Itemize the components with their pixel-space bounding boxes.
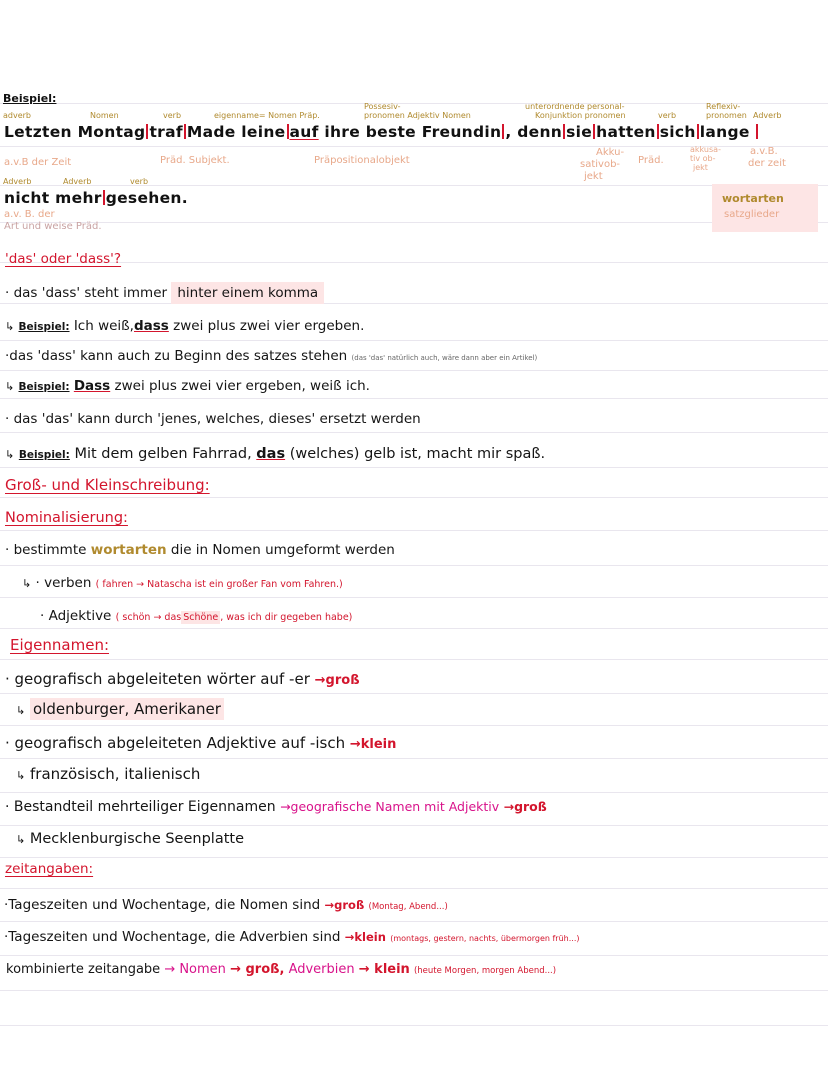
word-ihre-beste-freundin: ihre beste Freundin bbox=[324, 123, 502, 141]
nom-line-3-adjektive: · Adjektive bbox=[40, 608, 112, 624]
role-avb-zeit-2a: a.v.B. bbox=[750, 146, 778, 157]
eig-line-2-examples: oldenburger, Amerikaner bbox=[30, 698, 224, 720]
arrow-icon: ↳ bbox=[22, 577, 32, 590]
dd-beispiel-label-2: Beispiel: bbox=[18, 381, 70, 393]
tag-verb: verb bbox=[163, 111, 182, 120]
dd-line-6-das: das bbox=[256, 446, 286, 462]
tag-unterordnende-1: unterordnende personal- bbox=[525, 102, 625, 111]
eig-line-1-result: →groß bbox=[314, 673, 360, 688]
dd-line-6-a: Mit dem gelben Fahrrad, bbox=[74, 446, 252, 462]
nom-line-3-ex-b: , was ich dir gegeben habe) bbox=[220, 612, 353, 623]
zeit-line-1-text: ·Tageszeiten und Wochentage, die Nomen sind bbox=[4, 897, 321, 913]
dd-line-3-note: (das 'das' natürlich auch, wäre dann aber ein Artikel) bbox=[351, 354, 538, 362]
dd-line-6 bbox=[5, 447, 545, 462]
tag-adverb-3: Adverb bbox=[3, 177, 32, 186]
tag-reflexiv-2: pronomen bbox=[706, 111, 747, 120]
tag-verb-2: verb bbox=[658, 111, 677, 120]
word-madeleine: Made leine bbox=[186, 123, 286, 141]
role-avb-zeit-2b: der zeit bbox=[748, 158, 786, 169]
role-akku-1: Akku- bbox=[596, 147, 625, 158]
role-praed-subjekt: Präd. Subjekt. bbox=[160, 155, 230, 166]
das-dass-heading: 'das' oder 'dass'? bbox=[5, 251, 122, 267]
zeit-line-3-text: kombinierte zeitangabe bbox=[6, 962, 161, 977]
zeitangaben-heading: zeitangaben: bbox=[5, 861, 94, 877]
tag-nomen: Nomen bbox=[90, 111, 119, 120]
arrow-icon: ↳ bbox=[16, 833, 26, 846]
zeit-line-2 bbox=[4, 931, 579, 945]
gross-klein-heading: Groß- und Kleinschreibung: bbox=[5, 476, 210, 494]
eig-line-5-text: · Bestandteil mehrteiliger Eigennamen bbox=[5, 799, 276, 815]
eig-line-4-examples: französisch, italienisch bbox=[30, 765, 201, 783]
arrow-icon: ↳ bbox=[16, 769, 26, 782]
nominalisierung-heading: Nominalisierung: bbox=[5, 510, 128, 526]
divider-bar bbox=[563, 124, 565, 139]
role-avb-art-1: a.v. B. der bbox=[4, 209, 55, 220]
dd-line-2-dass: dass bbox=[133, 318, 169, 334]
role-praed-2: Präd. bbox=[638, 155, 664, 166]
word-lange: lange bbox=[699, 123, 750, 141]
word-hatten: hatten bbox=[596, 123, 656, 141]
divider-bar bbox=[593, 124, 595, 139]
arrow-icon: ↳ bbox=[16, 704, 26, 717]
eig-line-3-text: · geografisch abgeleiteten Adjektive auf -isch bbox=[5, 734, 346, 752]
eig-line-3 bbox=[5, 736, 396, 751]
role-akkusa-1: akkusa- bbox=[690, 145, 721, 154]
eig-line-5-pink: →geografische Namen mit Adjektiv bbox=[280, 799, 500, 814]
nom-line-1 bbox=[5, 544, 395, 558]
word-letzten-montag: Letzten Montag bbox=[4, 123, 146, 141]
zeit-line-3-gross: → groß, bbox=[230, 962, 285, 977]
divider-bar bbox=[103, 190, 105, 205]
eigennamen-heading: Eigennamen: bbox=[10, 636, 110, 654]
tag-eigenname: eigenname= Nomen Präp. bbox=[214, 111, 320, 120]
role-avb-art-2: Art und weise Präd. bbox=[4, 221, 102, 232]
dd-line-2-a: Ich weiß, bbox=[73, 318, 134, 334]
eig-line-3-result: →klein bbox=[349, 737, 397, 752]
arrow-icon: ↳ bbox=[5, 380, 15, 393]
arrow-icon: ↳ bbox=[5, 320, 15, 333]
role-akku-2: sativob- bbox=[580, 159, 621, 170]
nom-line-3-ex-a: ( schön → das bbox=[115, 612, 182, 623]
nom-line-2-example: ( fahren → Natascha ist ein großer Fan vom Fahren.) bbox=[95, 579, 343, 590]
divider-bar bbox=[697, 124, 699, 139]
nom-line-3 bbox=[40, 610, 352, 624]
role-akkusa-3: jekt bbox=[693, 163, 708, 172]
zeit-line-3-adverbien: Adverbien bbox=[288, 962, 355, 977]
tag-unterordnende-2: Konjunktion pronomen bbox=[535, 111, 626, 120]
dd-line-6-b: (welches) gelb ist, macht mir spaß. bbox=[289, 446, 546, 462]
eig-line-5 bbox=[5, 800, 547, 814]
role-praepositionalobjekt: Präpositionalobjekt bbox=[314, 155, 410, 166]
eig-line-1-text: · geografisch abgeleiteten wörter auf -er bbox=[5, 670, 310, 688]
tag-adverb-2: Adverb bbox=[753, 111, 782, 120]
word-auf: auf bbox=[289, 123, 319, 141]
divider-bar bbox=[184, 124, 186, 139]
dd-line-4-dass: Dass bbox=[73, 378, 111, 394]
word-denn: denn bbox=[517, 123, 563, 141]
nom-line-3-ex-highlight: Schöne bbox=[183, 612, 219, 623]
eig-line-2 bbox=[16, 702, 224, 717]
zeit-line-1-result: →groß bbox=[324, 898, 365, 912]
word-nicht-mehr: nicht mehr bbox=[4, 189, 102, 207]
legend-wortarten: wortarten bbox=[722, 192, 784, 205]
nom-line-2 bbox=[22, 577, 343, 591]
role-akku-3: jekt bbox=[584, 171, 603, 182]
dd-line-4 bbox=[5, 380, 370, 394]
divider-bar bbox=[657, 124, 659, 139]
dd-line-5: · das 'das' kann durch 'jenes, welches, dieses' ersetzt werden bbox=[5, 411, 421, 427]
role-akkusa-2: tiv ob- bbox=[690, 154, 716, 163]
tag-verb-3: verb bbox=[130, 177, 149, 186]
zeit-line-3-example: (heute Morgen, morgen Abend...) bbox=[413, 966, 557, 976]
word-traf: traf bbox=[149, 123, 183, 141]
zeit-line-3-klein: → klein bbox=[358, 962, 410, 977]
dd-line-3-text: ·das 'dass' kann auch zu Beginn des satzes stehen bbox=[5, 348, 348, 364]
nom-line-1-wortarten: wortarten bbox=[90, 542, 167, 558]
zeit-line-1 bbox=[4, 899, 448, 913]
nom-line-1-post: die in Nomen umgeformt werden bbox=[170, 542, 395, 558]
eig-line-1 bbox=[5, 672, 360, 687]
arrow-icon: ↳ bbox=[5, 448, 15, 461]
tag-adverb-4: Adverb bbox=[63, 177, 92, 186]
zeit-line-2-result: →klein bbox=[344, 930, 386, 944]
legend-satzglieder: satzglieder bbox=[724, 209, 780, 220]
zeit-line-3-nomen: → Nomen bbox=[164, 962, 226, 977]
dd-line-1-text: · das 'dass' steht immer bbox=[5, 285, 168, 301]
eig-line-4 bbox=[16, 767, 200, 782]
divider-bar bbox=[287, 124, 289, 139]
dd-beispiel-label-1: Beispiel: bbox=[18, 321, 70, 333]
tag-possessiv-1: Possesiv- bbox=[364, 102, 401, 111]
zeit-line-2-example: (montags, gestern, nachts, übermorgen früh...) bbox=[390, 934, 580, 943]
eig-line-6 bbox=[16, 832, 244, 847]
word-sie: sie bbox=[566, 123, 593, 141]
divider-bar bbox=[756, 124, 758, 139]
nom-line-1-pre: · bestimmte bbox=[5, 542, 87, 558]
eig-line-6-example: Mecklenburgische Seenplatte bbox=[29, 831, 244, 847]
legend-box bbox=[712, 184, 818, 232]
role-avb-zeit: a.v.B der Zeit bbox=[4, 157, 72, 168]
example-sentence-1: Letzten Montag traf Made leine auf ihre beste Freundin , denn sie hatten sich lange bbox=[4, 124, 759, 141]
nom-line-2-verben: · verben bbox=[35, 575, 92, 591]
zeit-line-2-text: ·Tageszeiten und Wochentage, die Adverbien sind bbox=[4, 929, 341, 945]
zeit-line-1-example: (Montag, Abend...) bbox=[368, 902, 448, 912]
beispiel-heading: Beispiel: bbox=[3, 92, 57, 105]
dd-line-1-highlight: hinter einem komma bbox=[171, 282, 324, 304]
example-sentence-2 bbox=[4, 190, 188, 207]
dd-line-3 bbox=[5, 350, 537, 364]
zeit-line-3 bbox=[6, 963, 556, 976]
word-sich: sich bbox=[659, 123, 696, 141]
dd-line-4-b: zwei plus zwei vier ergeben, weiß ich. bbox=[114, 378, 370, 394]
tag-adverb: adverb bbox=[3, 111, 32, 120]
dd-line-2-b: zwei plus zwei vier ergeben. bbox=[173, 318, 365, 334]
tag-reflexiv-1: Reflexiv- bbox=[706, 102, 741, 111]
word-gesehen: gesehen. bbox=[105, 189, 188, 207]
dd-line-2 bbox=[5, 320, 364, 334]
dd-line-1 bbox=[5, 287, 324, 301]
divider-bar bbox=[502, 124, 504, 139]
eig-line-5-result: →groß bbox=[503, 799, 547, 814]
dd-beispiel-label-3: Beispiel: bbox=[18, 449, 70, 461]
tag-possessiv-2: pronomen Adjektiv Nomen bbox=[364, 111, 471, 120]
